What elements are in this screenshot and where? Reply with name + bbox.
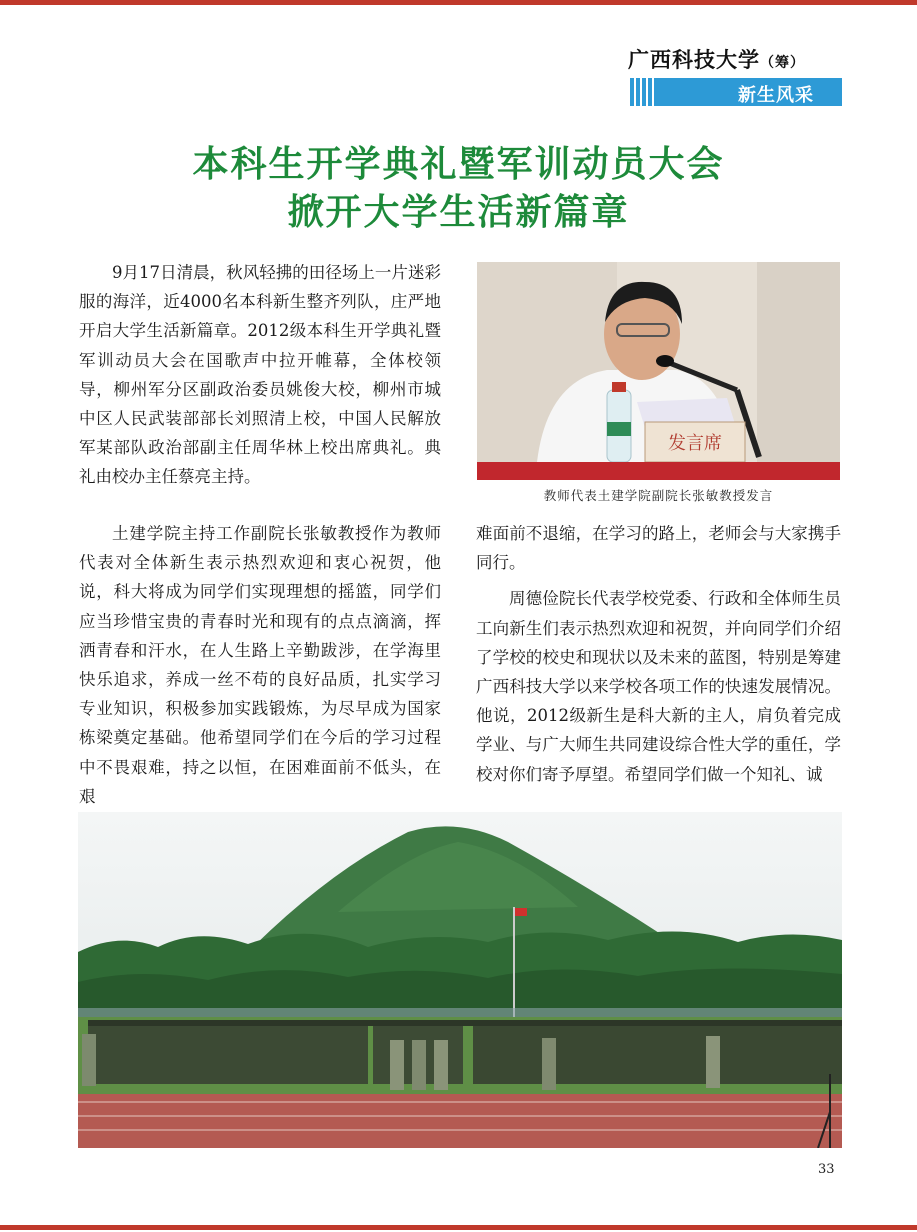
podium-sign: 发言席: [668, 433, 722, 454]
speaker-photo: [477, 262, 840, 480]
school-name: 广西科技大学（筹）: [628, 47, 805, 72]
section-band: [628, 78, 842, 106]
school-volume: （筹）: [760, 55, 805, 71]
top-border: [0, 0, 917, 5]
paragraph-2: 土建学院主持工作副院长张敏教授作为教师代表对全体新生表示热烈欢迎和衷心祝贺，他说，科大将成为同学们实现理想的摇篮，同学们应当珍惜宝贵的青春时光和现有的点点滴滴，挥洒青春和汗水，在人生路上辛勤跋涉，在学海里快乐追求，养成一丝不苟的良好品质，扎实学习专业知识，积极参加实践锻炼，为尽早成为国家栋梁奠定基础。他希望同学们在今后的学习过程中不畏艰难，持之以恒，在困难面前不低头，在艰: [79, 524, 441, 806]
assembly-photo: [78, 812, 842, 1148]
photo-caption: 教师代表土建学院副院长张敏教授发言: [543, 488, 774, 503]
bottom-border: [0, 1225, 917, 1230]
title-line-2: 掀开大学生活新篇章: [287, 191, 630, 233]
column-right-bottom: [476, 519, 841, 789]
band-stripes: [628, 78, 656, 106]
section-label: 新生风采: [738, 85, 814, 106]
paragraph-3: 周德俭院长代表学校党委、行政和全体师生员工向新生们表示热烈欢迎和祝贺，并向同学们介绍了学校的校史和现状以及未来的蓝图，特别是筹建广西科技大学以来学校各项工作的快速发展情况。他说，2012级新生是科大新的主人，肩负着完成学业、与广大师生共同建设综合性大学的重任，学校对你们寄予厚望。希望同学们做一个知礼、诚: [476, 589, 841, 784]
paragraph-1: 9月17日清晨，秋风轻拂的田径场上一片迷彩服的海洋，近4000名本科新生整齐列队，庄严地开启大学生活新篇章。2012级本科生开学典礼暨军训动员大会在国歌声中拉开帷幕，全体校领导，柳州军分区副政治委员姚俊大校，柳州市城中区人民武装部部长刘照清上校，中国人民解放军某部队政治部副主任周华林上校出席典礼。典礼由校办主任蔡亮主持。: [79, 263, 441, 487]
page-header: [628, 44, 842, 106]
page-number: 33: [818, 1162, 835, 1177]
title-line-1: 本科生开学典礼暨军训动员大会: [192, 143, 725, 185]
column-left-top: [79, 258, 441, 492]
paragraph-2-continued: 难面前不退缩，在学习的路上，老师会与大家携手同行。: [476, 524, 841, 573]
article-title: [0, 140, 917, 236]
column-left-bottom: [79, 519, 441, 811]
